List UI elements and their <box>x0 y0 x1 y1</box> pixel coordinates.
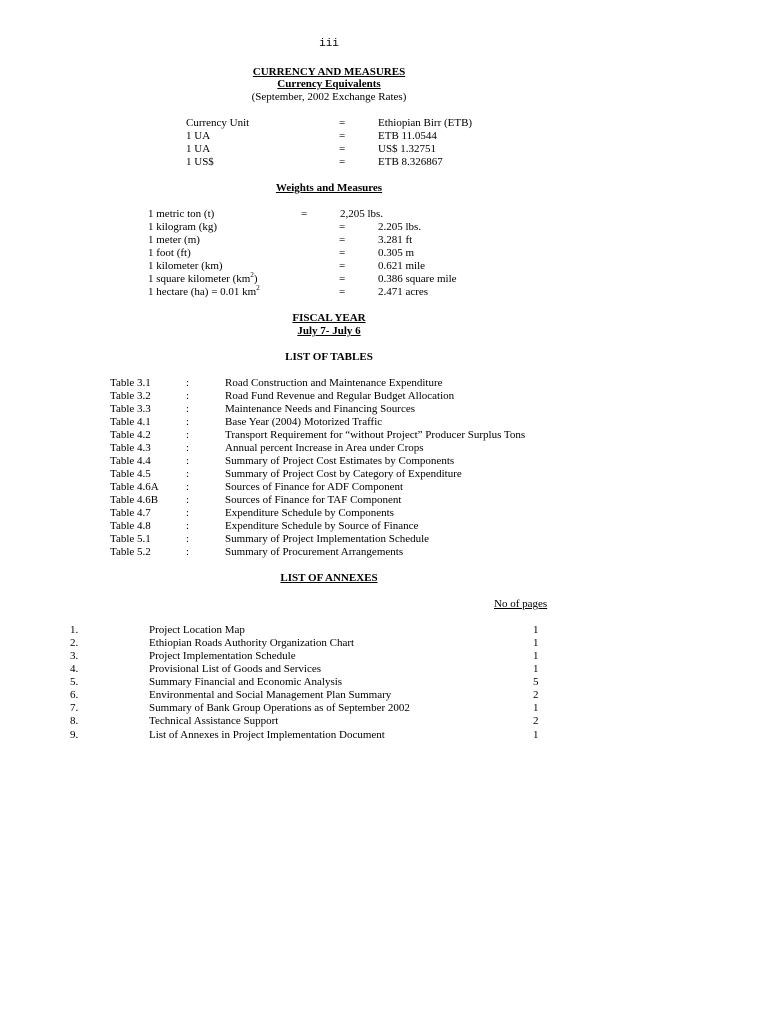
weights-left: 1 kilogram (kg) <box>148 221 218 233</box>
colon: : <box>186 377 190 389</box>
colon: : <box>186 494 190 506</box>
table-description: Sources of Finance for ADF Component <box>225 481 404 493</box>
equals-sign: = <box>339 143 346 155</box>
weights-left: 1 kilometer (km) <box>148 260 223 272</box>
annex-number: 2. <box>70 637 79 649</box>
annex-number: 9. <box>70 729 79 741</box>
table-description: Expenditure Schedule by Source of Finance <box>225 520 419 532</box>
annex-number: 7. <box>70 702 79 714</box>
currency-equivalents-subtitle: Currency Equivalents <box>277 78 381 90</box>
annex-name: Project Location Map <box>149 624 245 636</box>
equals-sign: = <box>339 260 346 272</box>
annex-pages: 2 <box>533 689 539 701</box>
colon: : <box>186 429 190 441</box>
table-description: Sources of Finance for TAF Component <box>225 494 402 506</box>
page-number: iii <box>319 38 339 50</box>
currency-left: 1 UA <box>186 130 211 142</box>
table-description: Summary of Project Implementation Schedule <box>225 533 430 545</box>
table-id: Table 4.2 <box>110 429 151 441</box>
annex-pages: 1 <box>533 624 539 636</box>
annex-number: 4. <box>70 663 79 675</box>
weights-right: 2.205 lbs. <box>378 221 422 233</box>
colon: : <box>186 468 190 480</box>
currency-right: ETB 8.326867 <box>378 156 443 168</box>
table-id: Table 4.8 <box>110 520 151 532</box>
table-id: Table 5.2 <box>110 546 151 558</box>
annex-number: 1. <box>70 624 79 636</box>
annex-name: Project Implementation Schedule <box>149 650 296 662</box>
weights-left: 1 square kilometer $(km^2)$ <box>148 271 258 285</box>
currency-left: 1 UA <box>186 143 211 155</box>
weights-right: 3.281 ft <box>378 234 413 246</box>
table-description: Expenditure Schedule by Components <box>225 507 394 519</box>
equals-sign: = <box>339 221 346 233</box>
weights-right: 0.386 square mile <box>378 273 457 285</box>
colon: : <box>186 442 190 454</box>
fiscal-year-title: FISCAL YEAR <box>292 312 366 324</box>
weights-left: 1 metric ton (t) <box>148 208 215 220</box>
colon: : <box>186 546 190 558</box>
annex-name: List of Annexes in Project Implementation Document <box>149 729 385 741</box>
equals-sign: = <box>301 208 308 220</box>
currency-measures-title: CURRENCY AND MEASURES <box>252 66 406 78</box>
annex-pages: 1 <box>533 702 539 714</box>
annex-name: Environmental and Social Management Plan Summary <box>149 689 392 701</box>
weights-left: 1 meter (m) <box>148 234 200 246</box>
colon: : <box>186 507 190 519</box>
table-description: Annual percent Increase in Area under Crops <box>225 442 424 454</box>
annex-pages: 1 <box>533 637 539 649</box>
colon: : <box>186 416 190 428</box>
table-id: Table 4.7 <box>110 507 151 519</box>
annex-name: Summary Financial and Economic Analysis <box>149 676 343 688</box>
table-description: Summary of Project Cost by Category of Expenditure <box>225 468 462 480</box>
colon: : <box>186 403 190 415</box>
equals-sign: = <box>339 130 346 142</box>
currency-right: ETB 11.0544 <box>378 130 437 142</box>
table-description: Maintenance Needs and Financing Sources <box>225 403 415 415</box>
table-description: Summary of Project Cost Estimates by Components <box>225 455 455 467</box>
no-of-pages-header: No of pages <box>494 598 548 610</box>
exchange-rate-note: (September, 2002 Exchange Rates) <box>251 91 407 103</box>
annex-name: Provisional List of Goods and Services <box>149 663 322 675</box>
table-id: Table 4.6B <box>110 494 159 506</box>
table-id: Table 3.2 <box>110 390 151 402</box>
colon: : <box>186 533 190 545</box>
annex-pages: 1 <box>533 729 539 741</box>
currency-right: US$ 1.32751 <box>378 143 437 155</box>
annex-number: 3. <box>70 650 79 662</box>
table-description: Summary of Procurement Arrangements <box>225 546 404 558</box>
weights-right: 0.305 m <box>378 247 415 259</box>
currency-left: Currency Unit <box>186 117 250 129</box>
annex-pages: 2 <box>533 715 539 727</box>
weights-right: 2.471 acres <box>378 286 429 298</box>
table-description: Base Year (2004) Motorized Traffic <box>225 416 383 428</box>
table-id: Table 4.4 <box>110 455 151 467</box>
annex-number: 8. <box>70 715 79 727</box>
table-id: Table 4.6A <box>110 481 159 493</box>
currency-right: Ethiopian Birr (ETB) <box>378 117 473 129</box>
annex-number: 5. <box>70 676 79 688</box>
weights-right: 0.621 mile <box>378 260 426 272</box>
list-of-tables-title: LIST OF TABLES <box>285 351 373 363</box>
fiscal-year-period: July 7- July 6 <box>297 325 361 337</box>
equals-sign: = <box>339 117 346 129</box>
table-id: Table 3.1 <box>110 377 151 389</box>
annex-pages: 5 <box>533 676 539 688</box>
weights-left: 1 foot (ft) <box>148 247 191 259</box>
weights-left: 1 hectare (ha) = 0.01 $km^2$ <box>148 284 260 298</box>
colon: : <box>186 481 190 493</box>
annex-name: Ethiopian Roads Authority Organization Chart <box>149 637 355 649</box>
table-id: Table 3.3 <box>110 403 151 415</box>
weights-right: 2,205 lbs. <box>340 208 384 220</box>
table-description: Road Construction and Maintenance Expenditure <box>225 377 443 389</box>
equals-sign: = <box>339 273 346 285</box>
annex-name: Summary of Bank Group Operations as of September 2002 <box>149 702 410 714</box>
annex-name: Technical Assistance Support <box>149 715 279 727</box>
table-description: Road Fund Revenue and Regular Budget Allocation <box>225 390 455 402</box>
equals-sign: = <box>339 286 346 298</box>
weights-measures-title: Weights and Measures <box>275 182 383 194</box>
colon: : <box>186 520 190 532</box>
table-id: Table 5.1 <box>110 533 151 545</box>
equals-sign: = <box>339 156 346 168</box>
table-description: Transport Requirement for “without Project” Producer Surplus Tons <box>225 429 526 441</box>
annex-number: 6. <box>70 689 79 701</box>
table-id: Table 4.3 <box>110 442 151 454</box>
table-id: Table 4.1 <box>110 416 151 428</box>
currency-left: 1 US$ <box>186 156 214 168</box>
list-of-annexes-title: LIST OF ANNEXES <box>280 572 378 584</box>
annex-pages: 1 <box>533 663 539 675</box>
table-id: Table 4.5 <box>110 468 151 480</box>
equals-sign: = <box>339 247 346 259</box>
colon: : <box>186 390 190 402</box>
colon: : <box>186 455 190 467</box>
equals-sign: = <box>339 234 346 246</box>
annex-pages: 1 <box>533 650 539 662</box>
